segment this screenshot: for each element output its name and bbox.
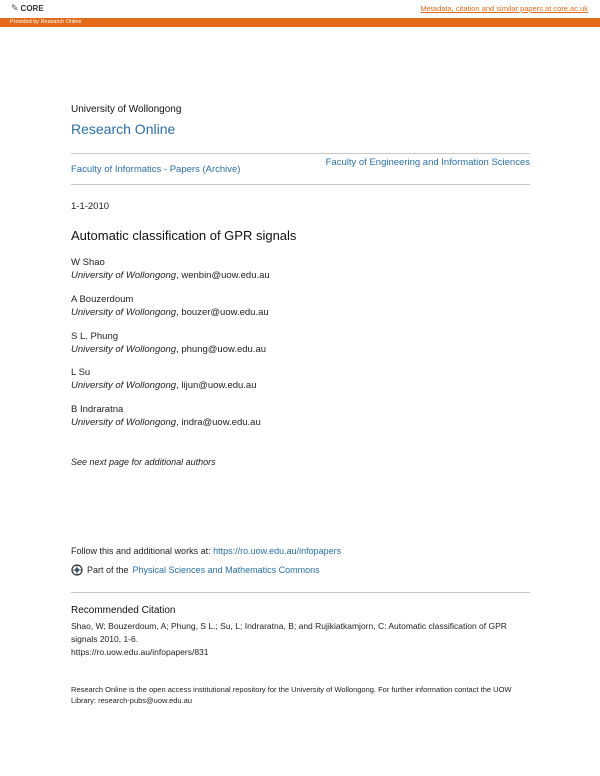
commons-link[interactable]: Physical Sciences and Mathematics Commons [132, 565, 320, 575]
metadata-link[interactable]: Metadata, citation and similar papers at core.ac.uk [420, 4, 588, 13]
author-email: indra@uow.edu.au [181, 417, 261, 428]
author-entry: L Su University of Wollongong, lijun@uow.edu.au [71, 367, 257, 391]
repository-footer: Research Online is the open access institutional repository for the University of Wollongong. For further information contact the UOW Library: research-pubs@uow.edu.au [71, 685, 512, 705]
divider-citation [71, 592, 530, 593]
author-name: A Bouzerdoum [71, 294, 134, 305]
see-next-page-note: See next page for additional authors [71, 457, 216, 467]
follow-line [71, 546, 341, 556]
part-of-line [71, 564, 320, 576]
infopapers-link[interactable]: https://ro.uow.edu.au/infopapers [213, 546, 342, 556]
core-logo[interactable] [11, 3, 44, 14]
author-name: L Su [71, 367, 91, 378]
publication-date: 1-1-2010 [71, 201, 110, 212]
author-affiliation: University of Wollongong [71, 417, 177, 428]
part-of-text: Part of the [87, 565, 129, 575]
author-name: W Shao [71, 257, 105, 268]
citation-block [71, 620, 531, 659]
author-entry: A Bouzerdoum University of Wollongong, bouzer@uow.edu.au [71, 294, 269, 318]
core-logo-text: CORE [20, 4, 44, 13]
faculty-engineering-link[interactable]: Faculty of Engineering and Information Sciences [325, 157, 530, 168]
provided-by-banner [0, 18, 600, 27]
divider-bottom [71, 184, 530, 185]
author-affiliation: University of Wollongong [71, 270, 177, 281]
author-email: phung@uow.edu.au [181, 344, 267, 355]
author-name: S L. Phung [71, 331, 119, 342]
research-online-link[interactable]: Research Online [71, 121, 176, 137]
author-affiliation: University of Wollongong [71, 344, 177, 355]
faculty-informatics-link[interactable]: Faculty of Informatics - Papers (Archive) [71, 164, 241, 175]
commons-network-icon [71, 564, 83, 576]
author-name: B Indraratna [71, 404, 124, 415]
citation-text: Shao, W; Bouzerdoum, A; Phung, S L.; Su, L; Indraratna, B; and Rujikiatkamjorn, C: Automatic classification of GPR signals 2010, 1-6. [71, 621, 507, 644]
author-entry: S L. Phung University of Wollongong, phung@uow.edu.au [71, 331, 267, 355]
author-affiliation: University of Wollongong [71, 307, 177, 318]
author-entry: B Indraratna University of Wollongong, indra@uow.edu.au [71, 404, 261, 428]
author-email: wenbin@uow.edu.au [181, 270, 270, 281]
core-logo-icon: ✎ [11, 3, 19, 13]
citation-url[interactable]: https://ro.uow.edu.au/infopapers/831 [71, 647, 209, 657]
divider-top [71, 153, 530, 154]
author-email: bouzer@uow.edu.au [181, 307, 269, 318]
university-name: University of Wollongong [71, 104, 182, 115]
author-entry: W Shao University of Wollongong, wenbin@uow.edu.au [71, 257, 270, 281]
paper-title: Automatic classification of GPR signals [71, 228, 297, 243]
citation-heading: Recommended Citation [71, 605, 176, 616]
core-header [0, 0, 600, 18]
follow-text: Follow this and additional works at: [71, 546, 211, 556]
author-affiliation: University of Wollongong [71, 380, 177, 391]
provided-by-text: Provided by Research Online [10, 19, 82, 25]
author-email: lijun@uow.edu.au [181, 380, 257, 391]
